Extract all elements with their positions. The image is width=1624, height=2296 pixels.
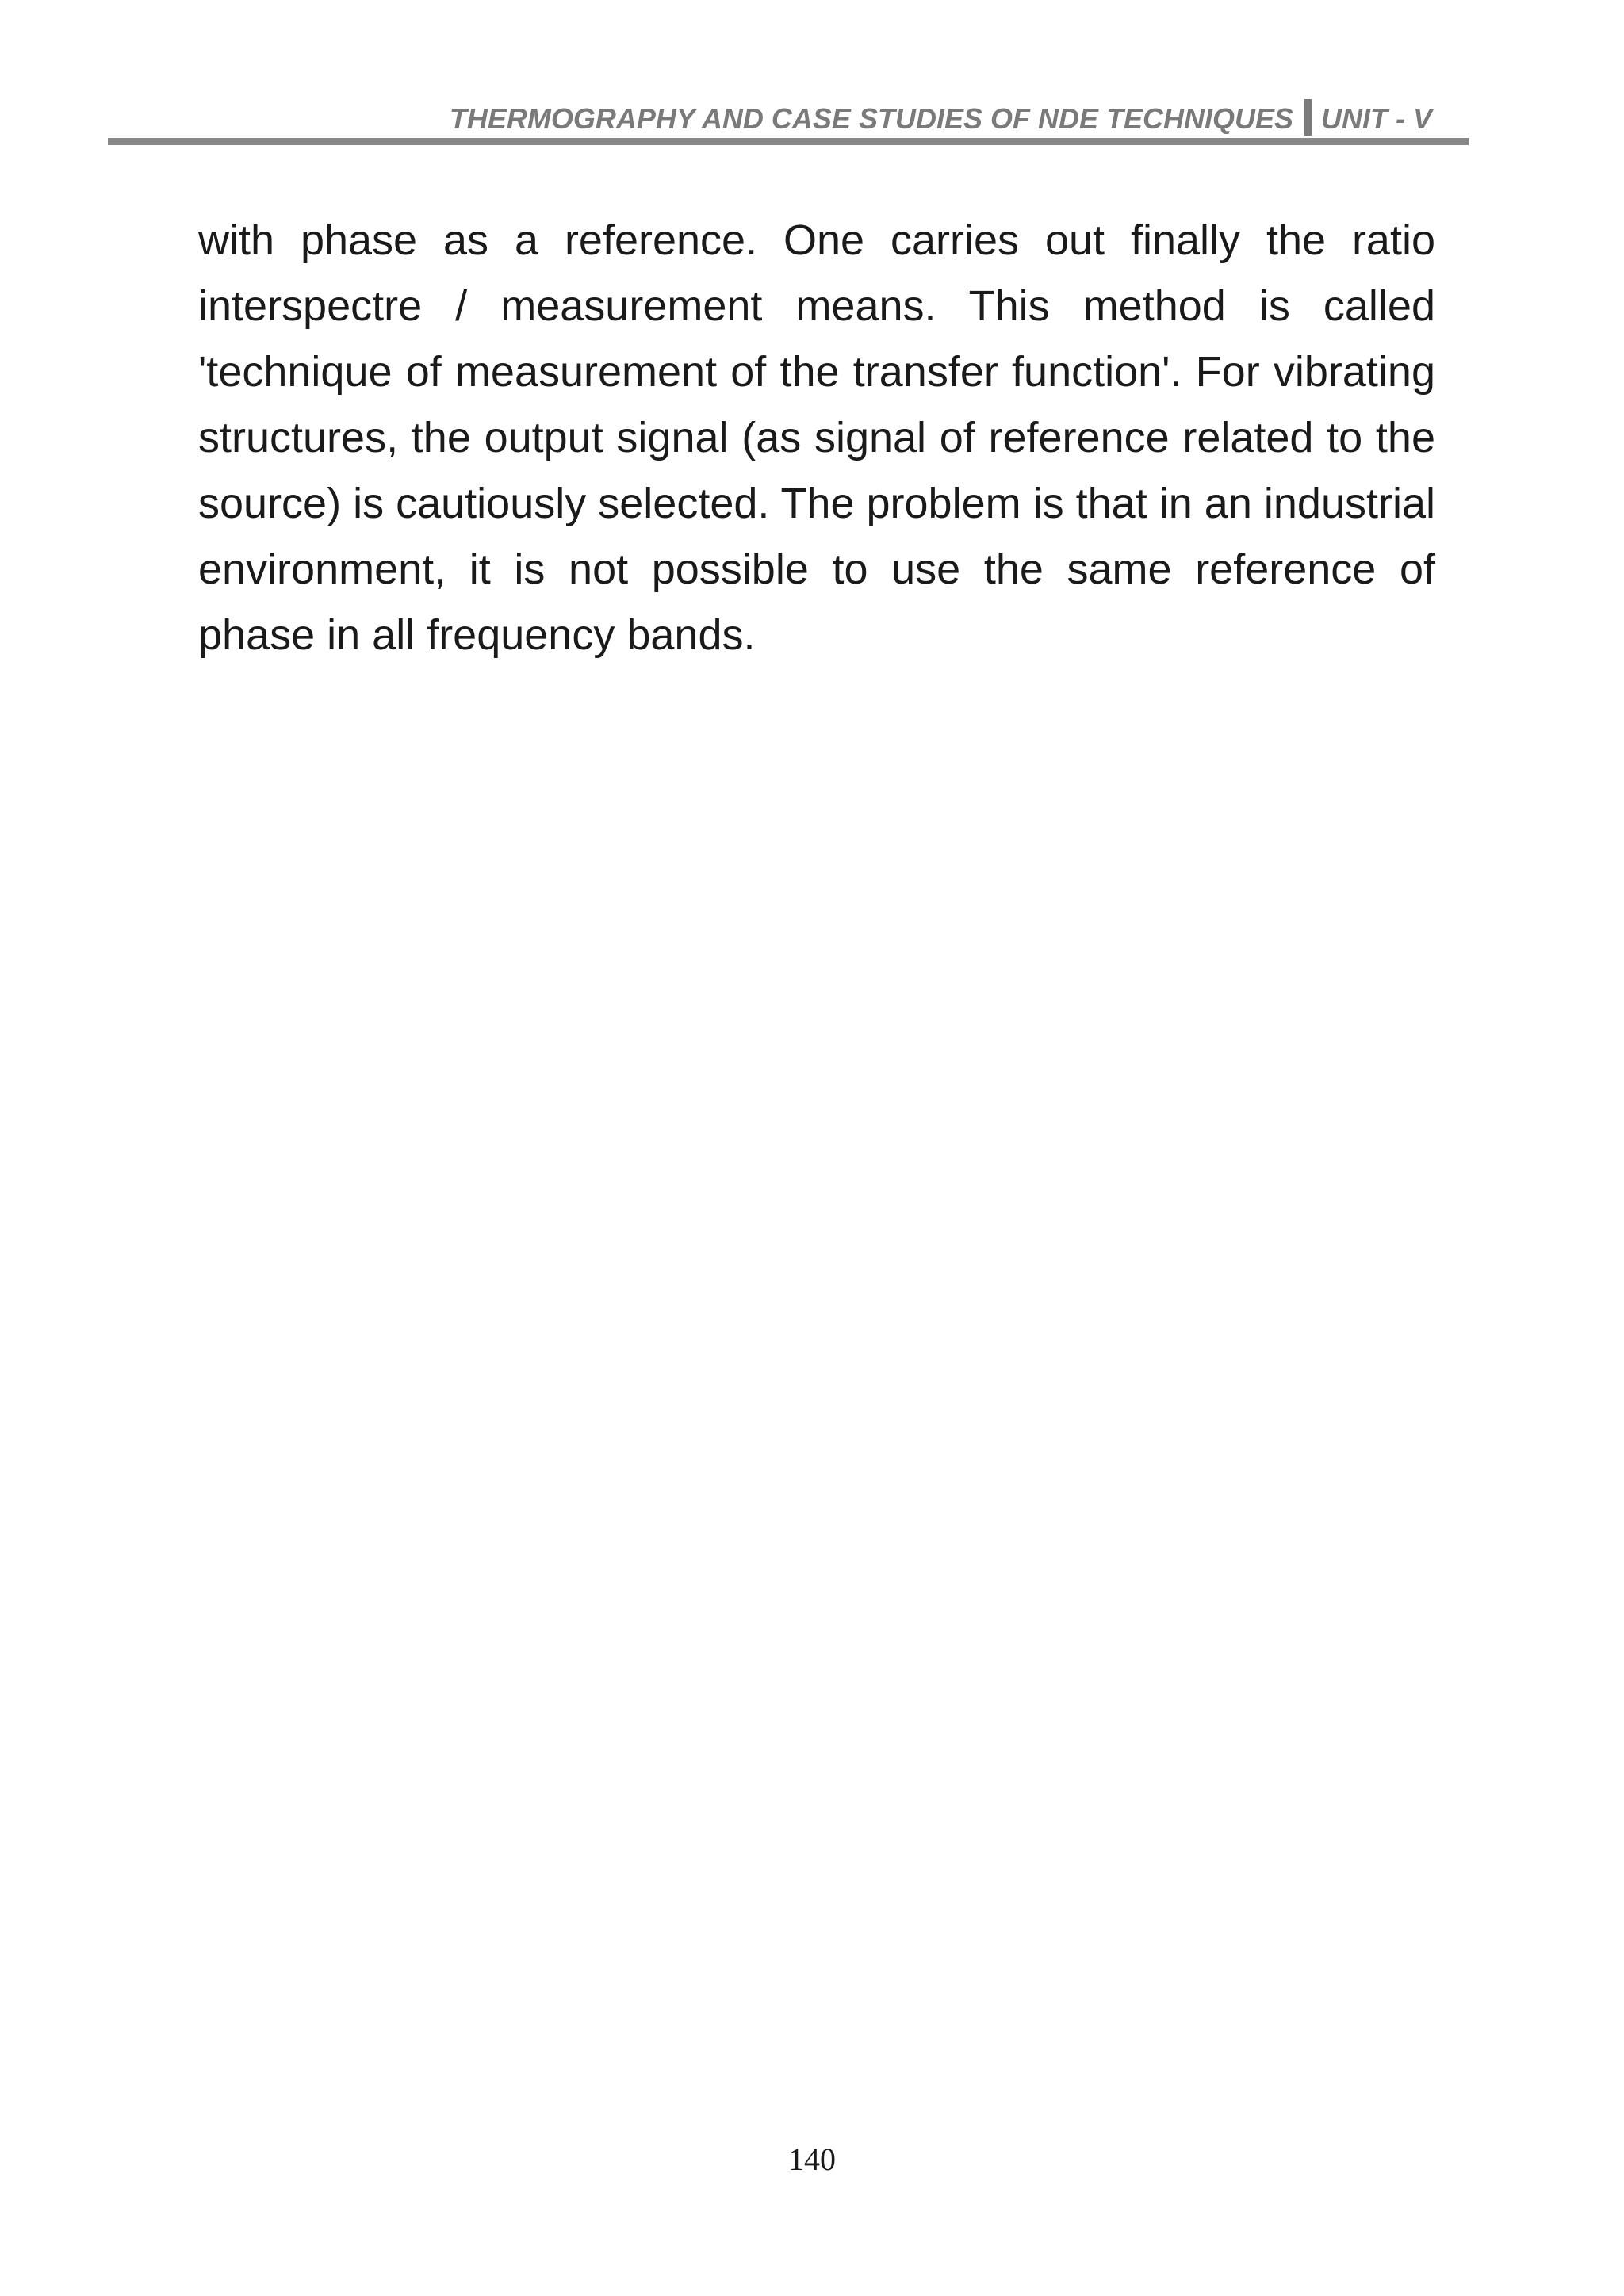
running-header	[108, 98, 1432, 140]
header-unit: UNIT - V	[1321, 102, 1432, 135]
header-divider	[1304, 99, 1312, 136]
page-number: 140	[788, 2141, 836, 2177]
header-title: THERMOGRAPHY AND CASE STUDIES OF NDE TECHNIQUES	[449, 102, 1293, 135]
body-paragraph: with phase as a reference. One carries out finally the ratio interspectre / measurement means. This method is called 'technique of measurement of the transfer function'. For vibrating structures, the output signal (as signal of reference related to the source) is cautiously selected. The problem is that in an industrial environment, it is not possible to use the same reference of phase in all frequency bands.	[198, 216, 1435, 659]
header-rule	[108, 138, 1469, 145]
